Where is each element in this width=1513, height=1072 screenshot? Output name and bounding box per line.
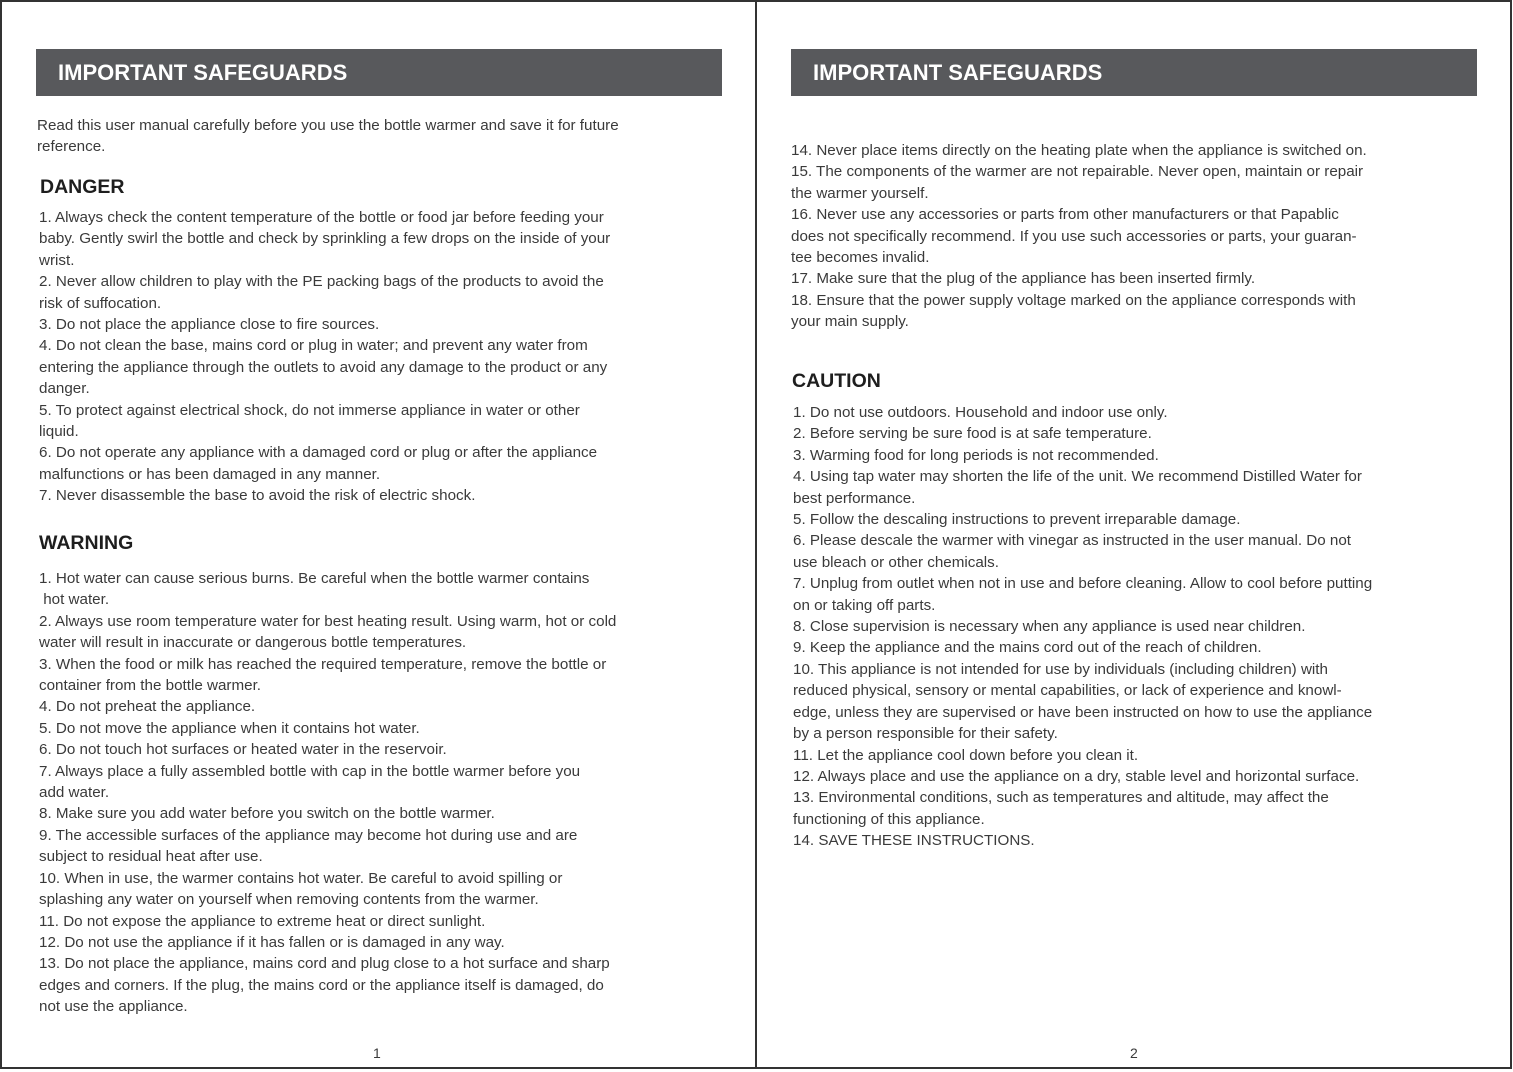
page-number: 1 bbox=[373, 1045, 381, 1061]
page-right bbox=[755, 0, 1512, 1069]
danger-heading: DANGER bbox=[40, 176, 125, 198]
caution-list: 1. Do not use outdoors. Household and indoor use only. 2. Before serving be sure food is at safe temperature. 3. Warming food for long periods is not recommended. 4. Using tap water may shorten the life of the unit. We recommend Distilled Water for best performance. 5. Follow the descaling instructions to prevent irreparable damage. 6. Please descale the warmer with vinegar as instructed in the user manual. Do not use bleach or other chemicals. 7. Unplug from outlet when not in use and before cleaning. Allow to cool before putting on or taking off parts. 8. Close supervision is necessary when any appliance is used near children. 9. Keep the appliance and the mains cord out of the reach of children. 10. This appliance is not intended for use by individuals (including children) with reduced physical, sensory or mental capabilities, or lack of experience and knowl- edge, unless they are supervised or have been instructed on how to use the appliance by a person responsible for their safety. 11. Let the appliance cool down before you clean it. 12. Always place and use the appliance on a dry, stable level and horizontal surface. 13. Environmental conditions, such as temperatures and altitude, may affect the functioning of this appliance. 14. SAVE THESE INSTRUCTIONS. bbox=[793, 404, 1373, 850]
warning-heading: WARNING bbox=[39, 532, 134, 554]
banner-title: IMPORTANT SAFEGUARDS bbox=[36, 49, 722, 96]
warning-list: 1. Hot water can cause serious burns. Be careful when the bottle warmer contains hot water. 2. Always use room temperature water for best heating result. Using warm, hot or cold water will result in inaccurate or dangerous bottle temperatures. 3. When the food or milk has reached the required temperature, remove the bottle or container from the bottle warmer. 4. Do not preheat the appliance. 5. Do not move the appliance when it contains hot water. 6. Do not touch hot surfaces or heated water in the reservoir. 7. Always place a fully assembled bottle with cap in the bottle warmer before you add water. 8. Make sure you add water before you switch on the bottle warmer. 9. The accessible surfaces of the appliance may become hot during use and are subject to residual heat after use. 10. When in use, the warmer contains hot water. Be careful to avoid spilling or splashing any water on yourself when removing contents from the warmer. 11. Do not expose the appliance to extreme heat or direct sunlight. 12. Do not use the appliance if it has fallen or is damaged in any way. 13. Do not place the appliance, mains cord and plug close to a hot surface and sharp edges and corners. If the plug, the mains cord or the appliance itself is damaged, do not use the appliance. bbox=[39, 570, 617, 1016]
intro-text: Read this user manual carefully before you use the bottle warmer and save it for future reference. bbox=[37, 117, 619, 156]
banner-title: IMPORTANT SAFEGUARDS bbox=[791, 49, 1477, 96]
caution-heading: CAUTION bbox=[792, 370, 881, 392]
danger-list: 1. Always check the content temperature of the bottle or food jar before feeding your baby. Gently swirl the bottle and check by sprinkling a few drops on the inside of your wrist. 2. Never allow children to play with the PE packing bags of the products to avoid the risk of suffocation. 3. Do not place the appliance close to fire sources. 4. Do not clean the base, mains cord or plug in water; and prevent any water from entering the appliance through the outlets to avoid any damage to the product or any danger. 5. To protect against electrical shock, do not immerse appliance in water or other liquid. 6. Do not operate any appliance with a damaged cord or plug or after the appliance malfunctions or has been damaged in any manner. 7. Never disassemble the base to avoid the risk of electric shock. bbox=[39, 209, 611, 505]
continued-list: 14. Never place items directly on the heating plate when the appliance is switched on. 15. The components of the warmer are not repairable. Never open, maintain or repair the warmer yourself. 16. Never use any accessories or parts from other manufacturers or that Papablic does not specifically recommend. If you use such accessories or parts, your guaran- tee becomes invalid. 17. Make sure that the plug of the appliance has been inserted firmly. 18. Ensure that the power supply voltage marked on the appliance corresponds with your main supply. bbox=[791, 142, 1367, 331]
page-number: 2 bbox=[1130, 1045, 1138, 1061]
page-left bbox=[0, 0, 757, 1069]
